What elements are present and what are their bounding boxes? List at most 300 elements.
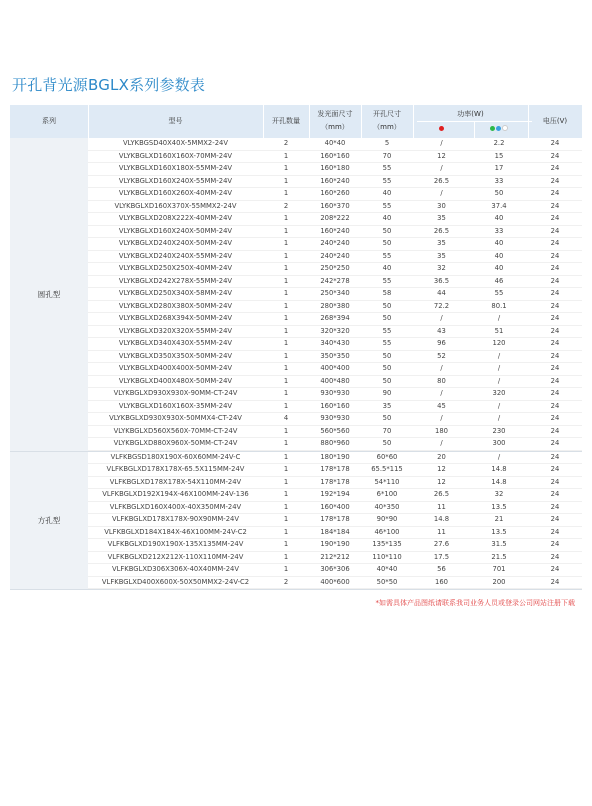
- cell-model: VLYKBGLXD160X180X-55MM-24V: [118, 164, 233, 172]
- cell-voltage: 24: [550, 301, 560, 310]
- table-row: [88, 489, 582, 502]
- cell-count: 1: [283, 226, 289, 235]
- cell-model: VLFKBGLXD160X400X-40X350MM-24V: [109, 502, 242, 511]
- cell-power-rgbw: /: [497, 364, 501, 372]
- table-row: [88, 301, 582, 314]
- cell-hole: 55: [382, 164, 392, 172]
- cell-hole: 46*100: [374, 527, 400, 536]
- cell-model: VLYKBGLXD160X370X-55MMX2-24V: [114, 201, 237, 210]
- table-row: [88, 338, 582, 351]
- cell-power-rgbw: 21.5: [491, 552, 507, 561]
- cell-count: 1: [283, 326, 289, 335]
- cell-size: 180*190: [320, 452, 350, 461]
- cell-power-red: 80: [437, 376, 446, 385]
- cell-size: 306*306: [320, 565, 350, 573]
- cell-power-red: 11: [437, 502, 446, 511]
- cell-power-red: 12: [437, 465, 446, 473]
- cell-hole: 55: [382, 339, 392, 347]
- cell-voltage: 24: [550, 214, 560, 222]
- cell-size: 178*178: [320, 477, 350, 486]
- cell-voltage: 24: [550, 226, 560, 235]
- cell-hole: 5: [384, 139, 390, 147]
- cell-model: VLFKBGLXD178X178X-65.5X115MM-24V: [106, 465, 245, 473]
- cell-count: 1: [283, 239, 289, 247]
- cell-count: 1: [283, 477, 289, 486]
- cell-count: 1: [283, 502, 289, 511]
- cell-model: VLYKBGLXD250X250X-40MM-24V: [118, 264, 233, 272]
- cell-power-red: 36.5: [433, 276, 450, 285]
- cell-size: 160*240: [320, 176, 350, 185]
- cell-size: 280*380: [320, 301, 350, 310]
- cell-power-red: 160: [435, 577, 448, 586]
- cell-voltage: 24: [550, 351, 560, 360]
- cell-power-red: 35: [437, 251, 446, 260]
- table-row: [88, 401, 582, 414]
- cell-hole: 55: [382, 201, 392, 210]
- cell-voltage: 24: [550, 189, 560, 197]
- cell-power-rgbw: 50: [494, 189, 504, 197]
- cell-power-red: /: [440, 189, 443, 197]
- header-voltage: 电压(V): [542, 117, 568, 125]
- cell-voltage: 24: [550, 364, 560, 372]
- cell-voltage: 24: [550, 264, 560, 272]
- cell-power-rgbw: 80.1: [491, 301, 507, 310]
- cell-count: 1: [283, 164, 289, 172]
- cell-power-red: 32: [437, 264, 446, 272]
- table-row: [88, 263, 582, 276]
- cell-model: VLFKBGLXD212X212X-110X110MM-24V: [107, 552, 244, 561]
- cell-voltage: 24: [550, 276, 560, 285]
- table-row: [88, 138, 582, 151]
- cell-hole: 50: [382, 364, 392, 372]
- cell-model: VLFKBGLXD192X194X-46X100MM-24V-136: [102, 490, 249, 498]
- cell-hole: 50: [382, 314, 392, 322]
- cell-power-red: 27.6: [433, 540, 450, 548]
- cell-power-rgbw: 15: [494, 151, 504, 160]
- cell-power-red: 72.2: [433, 301, 450, 310]
- cell-power-rgbw: /: [497, 414, 501, 422]
- table-body: [10, 138, 582, 590]
- cell-count: 1: [283, 364, 289, 372]
- cell-power-red: 12: [437, 477, 446, 486]
- cell-hole: 70: [382, 426, 392, 435]
- cell-model: VLYKBGLXD268X394X-50MM-24V: [118, 314, 233, 322]
- table-row: [88, 388, 582, 401]
- cell-model: VLYKBGLXD240X240X-55MM-24V: [118, 251, 233, 260]
- cell-power-red: 52: [437, 351, 446, 360]
- parameter-table: [10, 105, 582, 590]
- cell-power-rgbw: 46: [494, 276, 504, 285]
- cell-model: VLFKBGLXD400X600X-50X50MMX2-24V-C2: [101, 577, 250, 586]
- cell-size: 242*278: [320, 276, 350, 285]
- green-dot-icon: [490, 126, 495, 131]
- table-row: [88, 564, 582, 577]
- table-row: [88, 326, 582, 339]
- red-dot-icon: [439, 126, 444, 131]
- white-dot-icon: [502, 125, 508, 131]
- cell-hole: 90: [382, 389, 392, 397]
- cell-hole: 40*350: [374, 502, 400, 511]
- cell-power-rgbw: 14.8: [491, 465, 507, 473]
- cell-model: VLYKBGLXD242X278X-55MM-24V: [118, 276, 233, 285]
- cell-hole: 50: [382, 239, 392, 247]
- cell-model: VLYKBGLXD160X160X-35MM-24V: [118, 401, 233, 410]
- cell-voltage: 24: [550, 289, 560, 297]
- cell-power-rgbw: 13.5: [491, 527, 507, 536]
- cell-voltage: 24: [550, 414, 560, 422]
- cell-count: 1: [283, 276, 289, 285]
- table-row: [88, 313, 582, 326]
- cell-power-rgbw: 320: [492, 389, 506, 397]
- cell-power-rgbw: 14.8: [491, 477, 507, 486]
- cell-power-rgbw: 21: [494, 515, 504, 523]
- cell-power-rgbw: 55: [494, 289, 504, 297]
- cell-count: 1: [283, 389, 289, 397]
- header-hole-line1: 开孔尺寸: [373, 110, 401, 118]
- cell-size: 160*180: [320, 164, 350, 172]
- cell-power-rgbw: 40: [494, 214, 504, 222]
- cell-power-red: 180: [435, 426, 448, 435]
- header-count: 开孔数量: [272, 117, 300, 125]
- cell-model: VLYKBGLXD930X930X-50MMX4-CT-24V: [109, 414, 242, 422]
- table-row: [88, 226, 582, 239]
- cell-voltage: 24: [550, 201, 560, 210]
- cell-size: 250*340: [320, 289, 350, 297]
- cell-count: 1: [283, 426, 289, 435]
- table-row: [88, 464, 582, 477]
- cell-hole: 55: [382, 276, 392, 285]
- cell-voltage: 24: [550, 401, 560, 410]
- cell-count: 1: [283, 189, 289, 197]
- cell-hole: 35: [382, 401, 392, 410]
- cell-count: 2: [283, 139, 289, 147]
- cell-hole: 110*110: [372, 552, 402, 561]
- cell-hole: 55: [382, 176, 392, 185]
- cell-hole: 90*90: [376, 515, 398, 523]
- cell-model: VLYKBGLXD160X160X-70MM-24V: [118, 151, 233, 160]
- cell-voltage: 24: [550, 251, 560, 260]
- cell-power-red: 45: [437, 401, 446, 410]
- cell-model: VLYKBGLXD250X340X-58MM-24V: [118, 289, 233, 297]
- table-group: [10, 138, 582, 452]
- cell-size: 240*240: [320, 251, 350, 260]
- cell-voltage: 24: [550, 490, 560, 498]
- cell-power-rgbw: 40: [494, 239, 504, 247]
- table-group: [10, 452, 582, 591]
- table-row: [88, 438, 582, 451]
- cell-voltage: 24: [550, 515, 560, 523]
- table-row: [88, 413, 582, 426]
- table-row: [88, 514, 582, 527]
- blue-dot-icon: [496, 126, 501, 131]
- cell-count: 1: [283, 351, 289, 360]
- cell-hole: 40: [382, 189, 392, 197]
- cell-hole: 50: [382, 226, 392, 235]
- power-red-legend: [413, 124, 470, 132]
- cell-power-red: 43: [437, 326, 446, 335]
- cell-voltage: 24: [550, 565, 560, 573]
- cell-size: 400*600: [320, 577, 350, 586]
- cell-hole: 50: [382, 439, 392, 447]
- cell-size: 178*178: [320, 465, 350, 473]
- cell-power-rgbw: 37.4: [491, 201, 507, 210]
- header-size-line2: （mm）: [321, 123, 349, 131]
- table-row: [88, 527, 582, 540]
- cell-size: 560*560: [320, 426, 350, 435]
- table-row: [88, 477, 582, 490]
- cell-model: VLYKBGLXD880X960X-50MM-CT-24V: [113, 439, 238, 447]
- cell-count: 1: [283, 490, 289, 498]
- table-row: [88, 163, 582, 176]
- cell-power-rgbw: /: [497, 401, 501, 410]
- cell-size: 178*178: [320, 515, 350, 523]
- cell-power-red: 12: [437, 151, 446, 160]
- cell-power-rgbw: /: [497, 452, 501, 461]
- cell-voltage: 24: [550, 527, 560, 536]
- cell-power-rgbw: 230: [492, 426, 506, 435]
- cell-size: 160*160: [320, 151, 350, 160]
- cell-power-red: /: [440, 414, 443, 422]
- cell-hole: 50: [382, 376, 392, 385]
- cell-voltage: 24: [550, 139, 560, 147]
- cell-model: VLYKBGLXD208X222X-40MM-24V: [118, 214, 233, 222]
- cell-power-red: 56: [437, 565, 446, 573]
- table-row: [88, 213, 582, 226]
- cell-power-rgbw: /: [497, 376, 501, 385]
- cell-voltage: 24: [550, 577, 560, 586]
- cell-voltage: 24: [550, 389, 560, 397]
- cell-size: 320*320: [320, 326, 350, 335]
- cell-count: 1: [283, 465, 289, 473]
- cell-voltage: 24: [550, 552, 560, 561]
- cell-count: 1: [283, 301, 289, 310]
- cell-model: VLYKBGLXD400X400X-50MM-24V: [118, 364, 233, 372]
- cell-voltage: 24: [550, 176, 560, 185]
- cell-hole: 65.5*115: [371, 465, 403, 473]
- cell-voltage: 24: [550, 314, 560, 322]
- cell-size: 190*190: [320, 540, 350, 548]
- cell-model: VLFKBGLXD190X190X-135X135MM-24V: [107, 540, 244, 548]
- cell-power-red: 44: [437, 289, 446, 297]
- cell-hole: 55: [382, 326, 392, 335]
- cell-hole: 135*135: [372, 540, 402, 548]
- cell-hole: 60*60: [376, 452, 398, 461]
- cell-hole: 50: [382, 351, 392, 360]
- cell-count: 1: [283, 314, 289, 322]
- cell-hole: 50: [382, 301, 392, 310]
- cell-size: 930*930: [320, 414, 350, 422]
- cell-model: VLYKBGLXD350X350X-50MM-24V: [118, 351, 233, 360]
- cell-voltage: 24: [550, 477, 560, 486]
- cell-model: VLYKBGLXD280X380X-50MM-24V: [118, 301, 233, 310]
- cell-power-rgbw: 2.2: [493, 139, 505, 147]
- cell-count: 1: [283, 251, 289, 260]
- cell-model: VLFKBGLXD178X178X-90X90MM-24V: [111, 515, 240, 523]
- table-row: [88, 251, 582, 264]
- header-hole-line2: （mm）: [373, 123, 401, 131]
- cell-voltage: 24: [550, 151, 560, 160]
- header-series: 系列: [42, 117, 56, 125]
- cell-size: 350*350: [320, 351, 350, 360]
- cell-voltage: 24: [550, 502, 560, 511]
- power-rgbw-legend: [470, 124, 528, 132]
- cell-count: 4: [283, 414, 289, 422]
- cell-model: VLYKBGLXD340X430X-55MM-24V: [118, 339, 233, 347]
- cell-power-rgbw: 51: [494, 326, 504, 335]
- cell-size: 160*370: [320, 201, 350, 210]
- cell-hole: 40: [382, 214, 392, 222]
- cell-size: 880*960: [320, 439, 350, 447]
- cell-count: 1: [283, 515, 289, 523]
- cell-power-red: 11: [437, 527, 446, 536]
- cell-count: 1: [283, 289, 289, 297]
- cell-power-red: 20: [437, 452, 446, 461]
- table-row: [88, 188, 582, 201]
- cell-hole: 58: [382, 289, 392, 297]
- cell-count: 1: [283, 176, 289, 185]
- cell-model: VLFKBGLXD306X306X-40X40MM-24V: [111, 565, 240, 573]
- cell-model: VLFKBGLXD178X178X-54X110MM-24V: [109, 477, 242, 486]
- table-row: [88, 238, 582, 251]
- cell-power-rgbw: 300: [492, 439, 506, 447]
- cell-model: VLFKBGLXD184X184X-46X100MM-24V-C2: [104, 527, 247, 536]
- cell-voltage: 24: [550, 339, 560, 347]
- cell-power-red: 26.5: [433, 490, 450, 498]
- table-row: [88, 276, 582, 289]
- cell-power-rgbw: 120: [492, 339, 506, 347]
- cell-power-red: 26.5: [433, 226, 450, 235]
- cell-size: 400*480: [320, 376, 350, 385]
- cell-count: 1: [283, 452, 289, 461]
- cell-size: 930*930: [320, 389, 350, 397]
- cell-power-rgbw: 32: [494, 490, 504, 498]
- cell-size: 192*194: [320, 490, 350, 498]
- header-power: 功率(W): [457, 110, 484, 118]
- cell-power-rgbw: 17: [494, 164, 504, 172]
- cell-hole: 55: [382, 251, 392, 260]
- cell-count: 1: [283, 264, 289, 272]
- cell-hole: 70: [382, 151, 392, 160]
- cell-power-red: /: [440, 364, 443, 372]
- table-row: [88, 376, 582, 389]
- cell-voltage: 24: [550, 376, 560, 385]
- page-title: 开孔背光源BGLX系列参数表: [12, 76, 206, 94]
- cell-power-rgbw: 40: [494, 251, 504, 260]
- cell-power-red: 35: [437, 214, 446, 222]
- cell-model: VLYKBGLXD160X240X-55MM-24V: [118, 176, 233, 185]
- table-row: [88, 151, 582, 164]
- cell-size: 340*430: [320, 339, 350, 347]
- cell-hole: 54*110: [374, 477, 400, 486]
- table-row: [88, 539, 582, 552]
- table-row: [88, 452, 582, 465]
- cell-model: VLYKBGLXD160X240X-50MM-24V: [118, 226, 233, 235]
- cell-count: 1: [283, 552, 289, 561]
- cell-size: 184*184: [320, 527, 350, 536]
- cell-count: 1: [283, 151, 289, 160]
- cell-voltage: 24: [550, 326, 560, 335]
- cell-hole: 6*100: [376, 490, 398, 498]
- footnote: *如需具体产品图纸请联系我司业务人员或登录公司网站注册下载: [375, 599, 575, 607]
- cell-size: 160*260: [320, 189, 350, 197]
- cell-power-rgbw: /: [497, 314, 501, 322]
- cell-power-rgbw: 33: [494, 226, 504, 235]
- cell-voltage: 24: [550, 426, 560, 435]
- cell-size: 268*394: [320, 314, 350, 322]
- cell-count: 2: [283, 577, 289, 586]
- table-header: [10, 105, 582, 138]
- cell-voltage: 24: [550, 465, 560, 473]
- cell-size: 40*40: [324, 139, 346, 147]
- cell-size: 208*222: [320, 214, 350, 222]
- cell-model: VLYKBGLXD240X240X-50MM-24V: [118, 239, 233, 247]
- cell-power-red: /: [440, 139, 443, 147]
- cell-voltage: 24: [550, 452, 560, 461]
- cell-size: 160*400: [320, 502, 350, 511]
- cell-power-red: 96: [437, 339, 446, 347]
- cell-size: 250*250: [320, 264, 350, 272]
- cell-power-rgbw: /: [497, 351, 501, 360]
- cell-model: VLYKBGLXD930X930X-90MM-CT-24V: [113, 389, 238, 397]
- cell-power-rgbw: 31.5: [491, 540, 507, 548]
- cell-voltage: 24: [550, 540, 560, 548]
- header-model: 型号: [168, 117, 183, 125]
- cell-power-red: 35: [437, 239, 446, 247]
- table-row: [88, 426, 582, 439]
- cell-hole: 50: [382, 414, 392, 422]
- cell-count: 1: [283, 439, 289, 447]
- cell-power-rgbw: 33: [494, 176, 504, 185]
- table-row: [88, 552, 582, 565]
- cell-model: VLYKBGLXD320X320X-55MM-24V: [118, 326, 233, 335]
- table-row: [88, 351, 582, 364]
- cell-power-red: 26.5: [433, 176, 450, 185]
- cell-model: VLYKBGLXD400X480X-50MM-24V: [118, 376, 233, 385]
- group-label: 方孔型: [37, 515, 61, 525]
- cell-size: 240*240: [320, 239, 350, 247]
- cell-count: 1: [283, 527, 289, 536]
- cell-voltage: 24: [550, 164, 560, 172]
- table-row: [88, 577, 582, 590]
- cell-count: 1: [283, 339, 289, 347]
- cell-power-red: /: [440, 164, 443, 172]
- cell-power-rgbw: 200: [492, 577, 506, 586]
- table-row: [88, 176, 582, 189]
- cell-voltage: 24: [550, 239, 560, 247]
- cell-count: 2: [283, 201, 289, 210]
- cell-power-red: 30: [437, 201, 446, 210]
- cell-size: 400*400: [320, 364, 350, 372]
- cell-count: 1: [283, 376, 289, 385]
- header-size-line1: 发光面尺寸: [317, 110, 353, 118]
- group-label: 圆孔型: [37, 289, 61, 299]
- table-row: [88, 502, 582, 515]
- cell-count: 1: [283, 214, 289, 222]
- cell-power-rgbw: 13.5: [491, 502, 507, 511]
- cell-voltage: 24: [550, 439, 560, 447]
- cell-count: 1: [283, 401, 289, 410]
- cell-power-rgbw: 40: [494, 264, 504, 272]
- table-row: [88, 288, 582, 301]
- cell-power-red: 14.8: [433, 515, 450, 523]
- cell-size: 160*240: [320, 226, 350, 235]
- cell-power-red: 17.5: [433, 552, 450, 561]
- cell-size: 160*160: [320, 401, 350, 410]
- cell-hole: 40*40: [376, 565, 398, 573]
- cell-hole: 50*50: [376, 577, 398, 586]
- cell-power-red: /: [440, 439, 443, 447]
- cell-count: 1: [283, 565, 289, 573]
